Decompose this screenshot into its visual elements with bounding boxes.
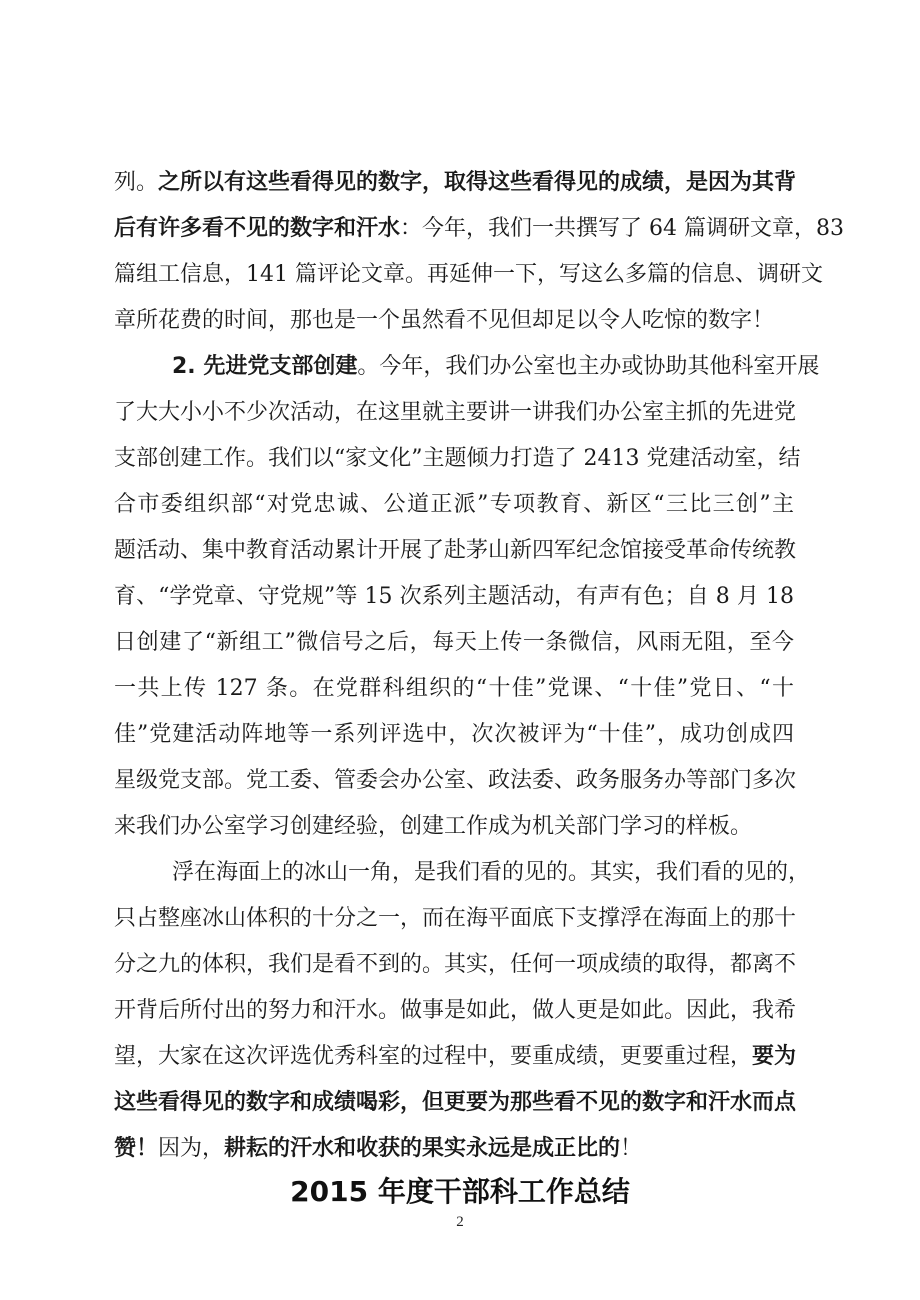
paragraph-line xyxy=(114,160,797,206)
paragraph-line xyxy=(114,482,794,528)
paragraph-line xyxy=(114,942,797,988)
paragraph-line xyxy=(114,1080,797,1126)
text-run: 合市委组织部“对党忠诚、公道正派”专项教育、新区“三比三创”主 xyxy=(114,492,794,517)
text-run: 因为， xyxy=(158,1136,225,1161)
text-run: 分之九的体积，我们是看不到的。其实，任何一项成绩的取得，都离不 xyxy=(114,952,797,977)
paragraph-line xyxy=(114,896,797,942)
paragraph-line xyxy=(172,850,811,896)
bold-text-run: 这些看得见的数字和成绩喝彩，但更要为那些看不见的数字和汗水而点 xyxy=(114,1090,797,1115)
text-run: 佳”党建活动阵地等一系列评选中，次次被评为“十佳”，成功创成四 xyxy=(114,722,794,747)
text-run: 篇组工信息，141 篇评论文章。再延伸一下，写这么多篇的信息、调研文 xyxy=(114,262,823,287)
text-run: 。今年，我们办公室也主办或协助其他科室开展 xyxy=(357,354,820,379)
text-run: 只占整座冰山体积的十分之一，而在海平面底下支撑浮在海面上的那十 xyxy=(114,906,797,931)
text-run: 支部创建工作。我们以“家文化”主题倾力打造了 2413 党建活动室，结 xyxy=(114,446,801,471)
bold-text-run: 赞！ xyxy=(114,1136,159,1161)
text-run: 浮在海面上的冰山一角，是我们看的见的。其实，我们看的见的， xyxy=(172,860,811,885)
section-heading-line xyxy=(172,344,820,390)
paragraph-line xyxy=(114,574,794,620)
paragraph-line xyxy=(114,1034,797,1080)
text-run: 来我们办公室学习创建经验，创建工作成为机关部门学习的样板。 xyxy=(114,814,753,839)
text-run: 了大大小小不少次活动，在这里就主要讲一讲我们办公室主抓的先进党 xyxy=(114,400,797,425)
text-run: 开背后所付出的努力和汗水。做事是如此，做人更是如此。因此，我希 xyxy=(114,998,797,1023)
paragraph-line xyxy=(114,988,797,1034)
paragraph-line xyxy=(114,620,794,666)
text-run: 望，大家在这次评选优秀科室的过程中，要重成绩，更要重过程， xyxy=(114,1044,753,1069)
paragraph-line xyxy=(114,390,797,436)
bold-text-run: 耕耘的汗水和收获的果实永远是成正比的 xyxy=(224,1136,621,1161)
bold-text-run: 之所以有这些看得见的数字，取得这些看得见的成绩，是因为其背 xyxy=(158,170,797,195)
paragraph-line xyxy=(114,298,794,344)
paragraph-line xyxy=(114,666,794,712)
bold-text-run: 要为 xyxy=(752,1044,797,1069)
text-run: 育、“学党章、守党规”等 15 次系列主题活动，有声有色；自 8 月 18 xyxy=(114,584,794,609)
paragraph-line xyxy=(114,804,794,850)
text-run: 日创建了“新组工”微信号之后，每天上传一条微信，风雨无阻，至今 xyxy=(114,630,794,655)
text-run: ：今年，我们一共撰写了 64 篇调研文章，83 xyxy=(400,216,844,241)
paragraph-line xyxy=(114,758,797,804)
paragraph-line xyxy=(114,252,823,298)
paragraph-line xyxy=(114,528,797,574)
text-run: 题活动、集中教育活动累计开展了赴茅山新四军纪念馆接受革命传统教 xyxy=(114,538,797,563)
paragraph-line xyxy=(114,1126,794,1172)
paragraph-line xyxy=(114,436,801,482)
text-run: 一共上传 127 条。在党群科组织的“十佳”党课、“十佳”党日、“十 xyxy=(114,676,794,701)
section-title: 2. 先进党支部创建 xyxy=(172,354,358,379)
document-title: 2015 年度干部科工作总结 xyxy=(290,1175,630,1208)
page-number: 2 xyxy=(456,1214,464,1230)
paragraph-line xyxy=(114,206,844,252)
bold-text-run: 后有许多看不见的数字和汗水 xyxy=(114,216,401,241)
text-run: 星级党支部。党工委、管委会办公室、政法委、政务服务办等部门多次 xyxy=(114,768,797,793)
text-run: ！ xyxy=(620,1136,643,1161)
text-run: 章所花费的时间，那也是一个虽然看不见但却足以令人吃惊的数字！ xyxy=(114,308,775,333)
text-run: 列。 xyxy=(114,170,159,195)
paragraph-line xyxy=(114,712,794,758)
